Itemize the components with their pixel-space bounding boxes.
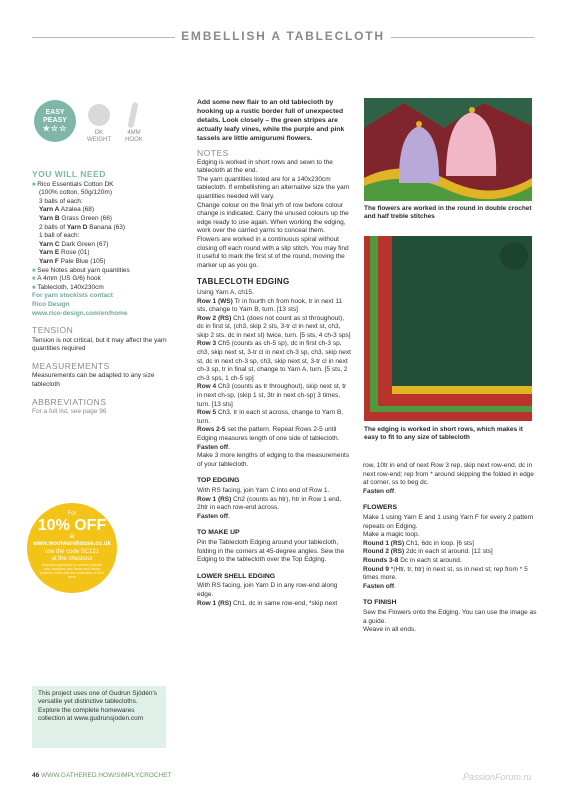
discount-promo-badge: For 10% OFF at www.woolwarehouse.co.uk use the code SC121 at the checkout Discount applicable to current products only; excludes sale items and charity patterns; valid until the publication of next issue bbox=[27, 503, 117, 593]
page-footer bbox=[32, 772, 172, 779]
yarn-ball-icon bbox=[88, 104, 110, 126]
make-up-heading: TO MAKE UP bbox=[197, 529, 240, 537]
easy-peasy-badge: EASY PEASY ★☆☆ bbox=[34, 100, 76, 142]
footer-url: WWW.GATHERED.HOW/SIMPLYCROCHET bbox=[41, 772, 172, 779]
stockists-text: For yarn stockists contact bbox=[32, 292, 113, 300]
flowers-heading: FLOWERS bbox=[363, 504, 397, 512]
flowers-photo bbox=[364, 98, 532, 201]
page-section-title: EMBELLISH A TABLECLOTH bbox=[0, 29, 566, 43]
tablecloth-edging-heading: TABLECLOTH EDGING bbox=[197, 277, 290, 287]
measurements-heading: MEASUREMENTS bbox=[32, 360, 110, 371]
tension-heading: TENSION bbox=[32, 325, 74, 336]
skill-badges bbox=[34, 100, 164, 150]
materials-column: YOU WILL NEED ■ Rico Essentials Cotton DK (100% cotton, 50g/120m) 3 balls of each: Yarn A Azalea (68) Yarn B Grass Green (66) 2 balls of Yarn D Banana (63) 1 ball of each: Yarn C Dark Green (67) Yarn E Rose (01) Yarn F Pale Blue (105) ■ See Notes about yarn quantities ■ A 4mm (US G/6) hook ■ Tablecloth, 140x230cm For yarn stockists contact Rico Design www.rico-design.com/en/home TENSION Tension is not critical, but it may affect the yarn quantities required MEASUREMENTS Measurements can be adapted to any size tablecloth ABBREVIATIONS For a full list, see page 96 bbox=[32, 170, 167, 417]
abbreviations-heading: ABBREVIATIONS bbox=[32, 396, 107, 407]
page-number: 46 bbox=[32, 772, 40, 779]
rating-stars: ★☆☆ bbox=[42, 124, 68, 133]
hook-icon bbox=[127, 102, 138, 129]
intro-text: Add some new flair to an old tablecloth by hooking up a rustic border full of unexpected details. Look closely – the green stripes are actually leafy vines, while the purple and pink tassels are little amigurumi flowers. bbox=[197, 99, 345, 142]
rico-link[interactable]: www.rico-design.com/en/home bbox=[32, 309, 128, 317]
project-info-box: This project uses one of Gudrun Sjödén's versatile yet distinctive tablecloths. Explore the complete homewares collection at www.gudrunsjoden.com bbox=[32, 686, 166, 748]
to-finish-heading: TO FINISH bbox=[363, 599, 397, 607]
edging-photo bbox=[364, 236, 532, 421]
instructions-column: Add some new flair to an old tablecloth by hooking up a rustic border full of unexpected details. Look closely – the green stripes are actually leafy vines, while the purple and pink tassels are little amigurumi flowers. NOTES Edging is worked in short rows and sewn to the tablecloth at the end. The yarn quantities listed are for a 140x230cm tablecloth. If embellishing an alternative size the yarn quantities needed will vary. Change colour on the final yrh of row before colour change is indicated. Carry the unused colours up the edge ready to use again. When working the edging, work over the carried yarns to conceal them. Flowers are worked in a continuous spiral without closing off each round with a slip stitch. You may find it useful to mark the first st of the round, moving the marker up as you go. TABLECLOTH EDGING Using Yarn A, ch15. Row 1 (WS) Tr in fourth ch from hook, tr in next 11 sts, change to Yarn B, turn. [13 sts] Row 2 (RS) Ch1 (does not count as st throughout), dc in first st, (ch3, skip 2 sts, 3-tr cl in next st, ch3, skip 2 sts, dc in next st) twice, turn. [5 sts, 4 ch-3 sps] Row 3 Ch5 (counts as ch-5 sp), dc in first ch-3 sp, ch3, skip next st, 3-tr cl in next ch-3 sp, ch3, skip next st, dc in next ch-3 sp, ch3, skip next st, 3-tr cl in next ch-3 sp, tr in final st, change to Yarn A, turn. [5 sts, 2 ch-3 sps, 1 ch-5 sp] Row 4 Ch3 (counts as tr throughout), skip next st, tr in next ch-sp, (skip 1 st, 3tr in next ch-sp) 3 times, turn. [13 sts] Row 5 Ch3, tr in each st across, change to Yarn B, turn. Rows 2-5 set the pattern. Repeat Rows 2-5 until Edging measures length of one side of tablecloth. Fasten off. Make 3 more lengths of edging to the measurements of your tablecloth. TOP EDGING With RS facing, join Yarn C into end of Row 1. Row 1 (RS) Ch2 (counts as htr), htr in Row 1 end, 2htr in each row-end across. Fasten off. TO MAKE UP Pin the Tablecloth Edging around your tablecloth, folding in the corners at 45-degree angles. Sew the Edging to the tablecloth over the Top Edging. LOWER SHELL EDGING With RS facing, join Yarn D in any row-end along edge. Row 1 (RS) Ch1, dc in same row-end, *skip next bbox=[197, 99, 351, 607]
lower-shell-heading: LOWER SHELL EDGING bbox=[197, 572, 276, 580]
hook-size-label: 4MM HOOK bbox=[125, 130, 143, 143]
you-will-need-heading: YOU WILL NEED bbox=[32, 169, 106, 179]
caption-flowers: The flowers are worked in the round in double crochet and half treble stitches bbox=[364, 205, 532, 221]
continuation-column: row, 10tr in end of next Row 3 rep, skip next row-end, dc in next row-end; rep from * around skipping the folded in edge at corner, ss to beg dc. Fasten off. FLOWERS Make 1 using Yarn E and 1 using Yarn F for every 2 pattern repeats on Edging. Make a magic loop. Round 1 (RS) Ch1, 6dc in loop. [6 sts] Round 2 (RS) 2dc in each st around. [12 sts] Rounds 3-8 Dc in each st around. Round 9 *(Htr, tr, htr) in next st, ss in next st; rep from * 5 times more. Fasten off. TO FINISH Sew the Flowers onto the Edging. You can use the image as a guide. Weave in all ends. bbox=[363, 462, 537, 634]
top-edging-heading: TOP EDGING bbox=[197, 477, 240, 485]
notes-heading: NOTES bbox=[197, 148, 229, 158]
caption-edging: The edging is worked in short rows, which makes it easy to fit to any size of tablecloth bbox=[364, 426, 523, 442]
watermark: PassionForum.ru bbox=[463, 772, 532, 782]
weight-label: DK WEIGHT bbox=[87, 130, 111, 143]
